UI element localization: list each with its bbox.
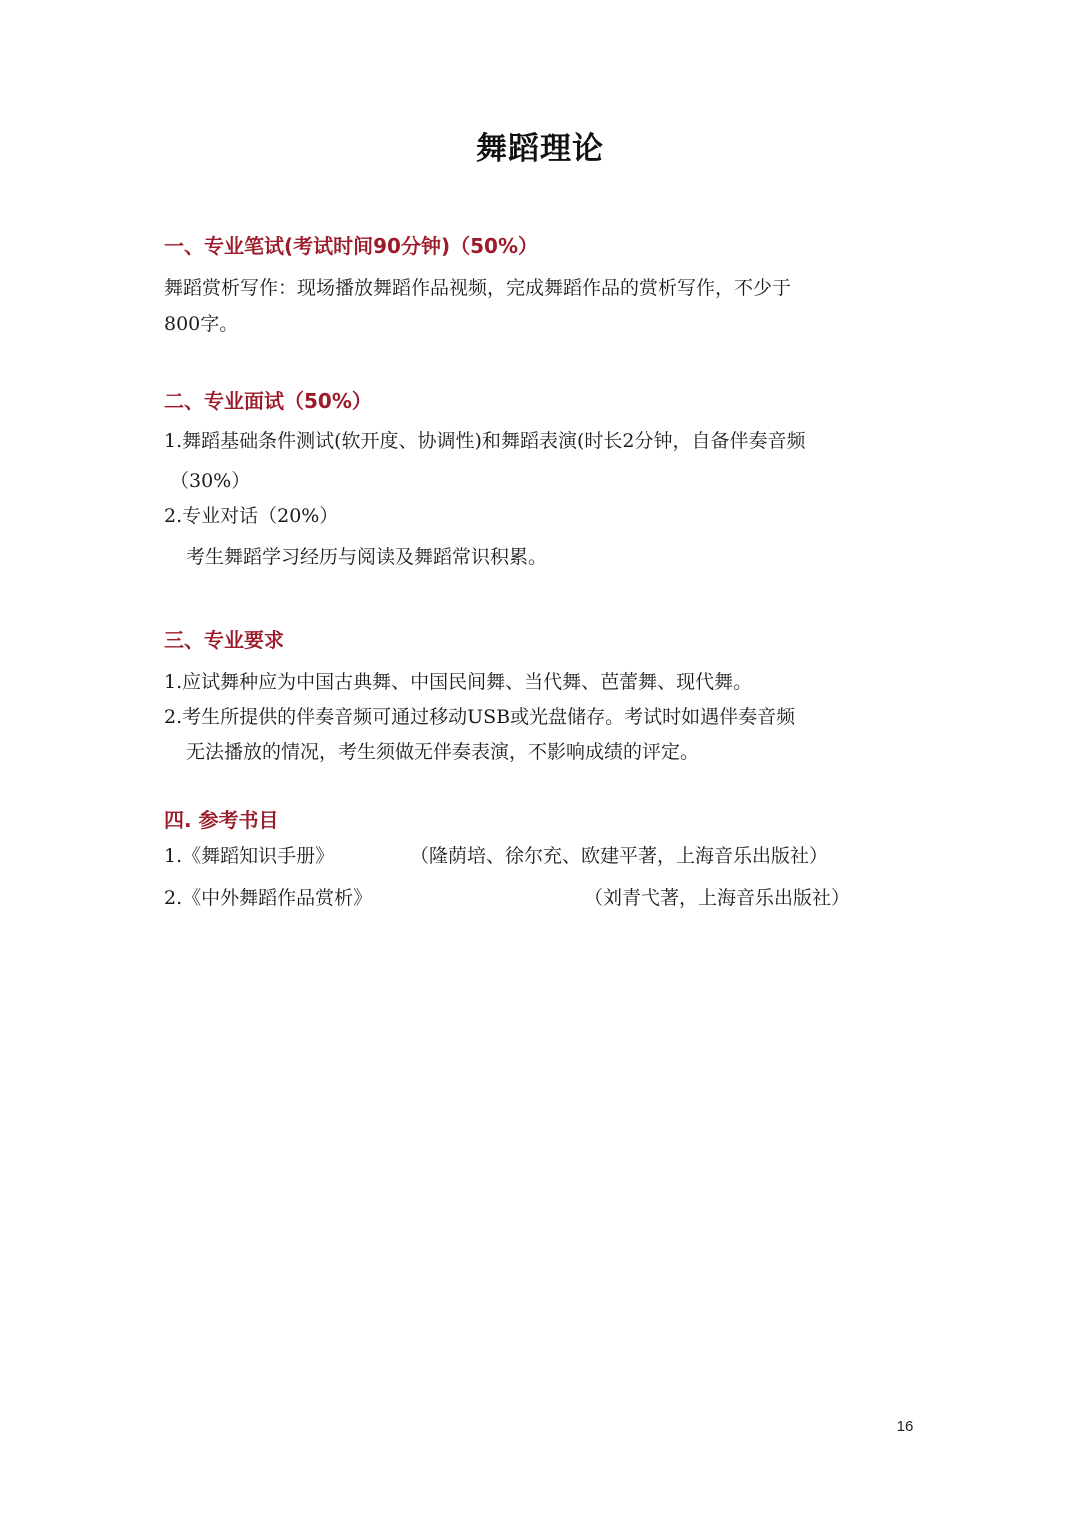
section-heading-requirements: 三、专业要求 [164,628,284,652]
paragraph-line: 1.应试舞种应为中国古典舞、中国民间舞、当代舞、芭蕾舞、现代舞。 [164,671,753,693]
section-heading-references: 四. 参考书目 [164,808,279,832]
paragraph-line: 800字。 [164,313,239,335]
paragraph-line: 1.舞蹈基础条件测试(软开度、协调性)和舞蹈表演(时长2分钟，自备伴奏音频 [164,430,806,452]
paragraph-line: 2.专业对话（20%） [164,505,339,527]
page-title: 舞蹈理论 [476,131,604,167]
section-heading-written-exam: 一、专业笔试(考试时间90分钟)（50%） [164,234,538,258]
paragraph-line: 舞蹈赏析写作：现场播放舞蹈作品视频，完成舞蹈作品的赏析写作，不少于 [164,277,792,299]
reference-author: （隆荫培、徐尔充、欧建平著，上海音乐出版社） [410,845,829,867]
paragraph-line: （30%） [170,470,251,492]
paragraph-line: 无法播放的情况，考生须做无伴奏表演，不影响成绩的评定。 [186,741,700,763]
paragraph-line: 2.考生所提供的伴奏音频可通过移动USB或光盘储存。考试时如遇伴奏音频 [164,706,796,728]
paragraph-line: 考生舞蹈学习经历与阅读及舞蹈常识积累。 [186,546,548,568]
reference-book: 2.《中外舞蹈作品赏析》 [164,887,373,909]
section-heading-interview: 二、专业面试（50%） [164,389,372,413]
reference-author: （刘青弋著，上海音乐出版社） [584,887,851,909]
page-number: 16 [896,1418,914,1435]
reference-book: 1.《舞蹈知识手册》 [164,845,335,867]
